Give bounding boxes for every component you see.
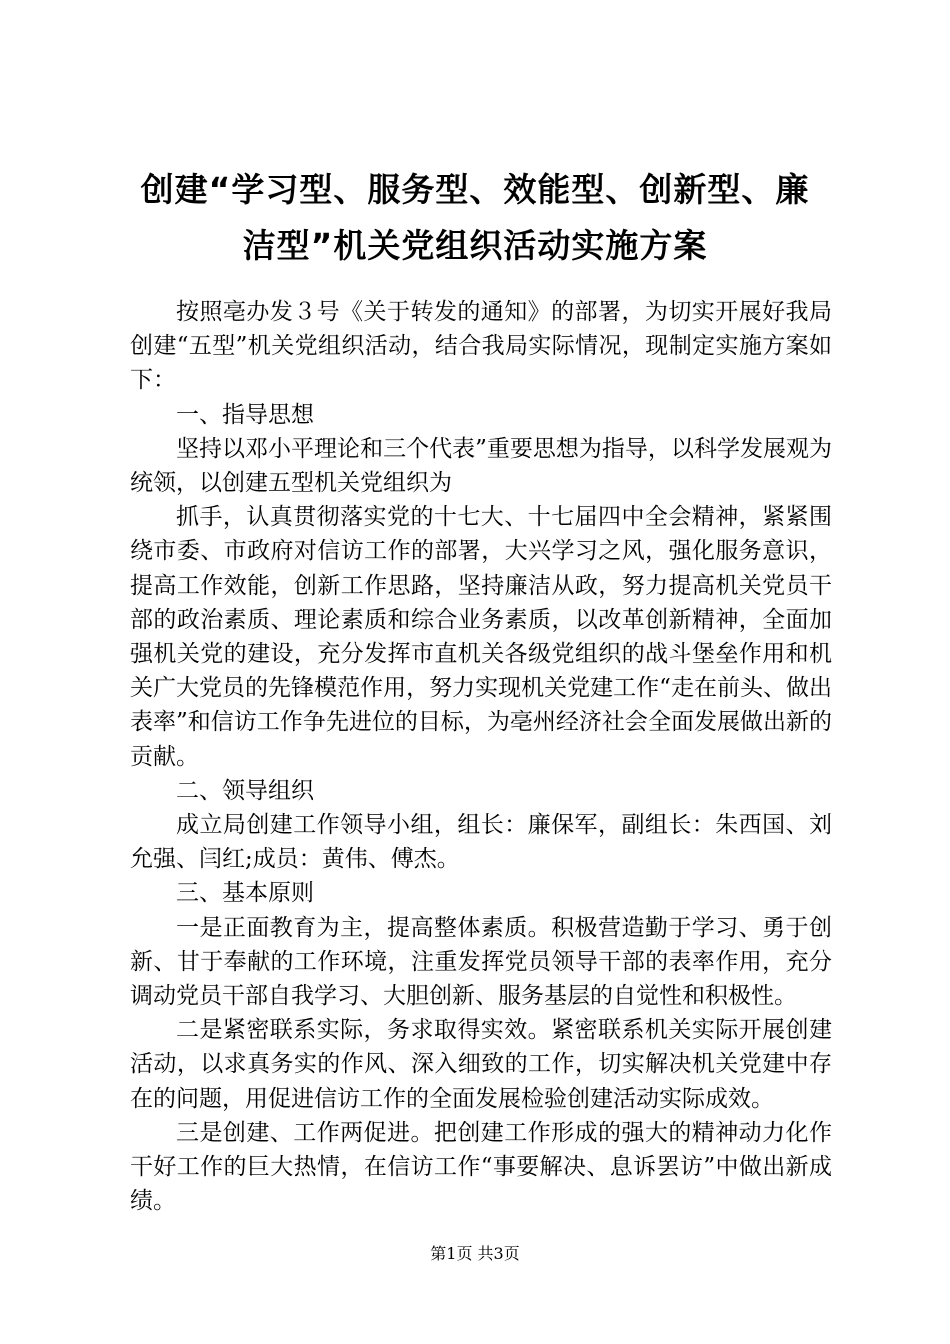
section-heading-leadership: 二、领导组织 — [176, 777, 314, 804]
paragraph-guiding-thought-2: 抓手，认真贯彻落实党的十七大、十七届四中全会精神，紧紧围绕市委、市政府对信访工作的部署，大兴学习之风，强化服务意识，提高工作效能，创新工作思路，坚持廉洁从政，努力提高机关党员干部的政治素质、理论素质和综合业务素质，以改革创新精神，全面加强机关党的建设，充分发挥市直机关各级党组织的战斗堡垒作用和机关广大党员的先锋模范作用，努力实现机关党建工作“走在前头、做出表率”和信访工作争先进位的目标，为亳州经济社会全面发展做出新的贡献。 — [130, 504, 832, 770]
paragraph-leadership: 成立局创建工作领导小组，组长：廉保军，副组长：朱西国、刘允强、闫红;成员：黄伟、傅杰。 — [130, 812, 832, 873]
paragraph-principle-3: 三是创建、工作两促进。把创建工作形成的强大的精神动力化作干好工作的巨大热情，在信访工作“事要解决、息诉罢访”中做出新成绩。 — [130, 1119, 832, 1215]
title-line-1: 创建“学习型、服务型、效能型、创新型、廉 — [140, 170, 810, 209]
paragraph-principle-1: 一是正面教育为主，提高整体素质。积极营造勤于学习、勇于创新、甘于奉献的工作环境，注重发挥党员领导干部的表率作用，充分调动党员干部自我学习、大胆创新、服务基层的自觉性和积极性。 — [130, 914, 832, 1010]
document-title — [110, 162, 840, 274]
paragraph-principle-2: 二是紧密联系实际，务求取得实效。紧密联系机关实际开展创建活动，以求真务实的作风、深入细致的工作，切实解决机关党建中存在的问题，用促进信访工作的全面发展检验创建活动实际成效。 — [130, 1017, 832, 1112]
section-heading-principles: 三、基本原则 — [176, 880, 314, 907]
title-line-2: 洁型”机关党组织活动实施方案 — [242, 226, 708, 265]
paragraph-intro: 按照亳办发３号《关于转发的通知》的部署，为切实开展好我局创建“五型”机关党组织活动，结合我局实际情况，现制定实施方案如下： — [130, 299, 832, 394]
paragraph-guiding-thought-1: 坚持以邓小平理论和三个代表”重要思想为指导，以科学发展观为统领，以创建五型机关党组织为 — [130, 435, 832, 497]
page-number-footer: 第1页 共3页 — [430, 1244, 520, 1263]
document-body — [130, 295, 832, 1218]
section-heading-guiding-thought: 一、指导思想 — [176, 401, 314, 428]
